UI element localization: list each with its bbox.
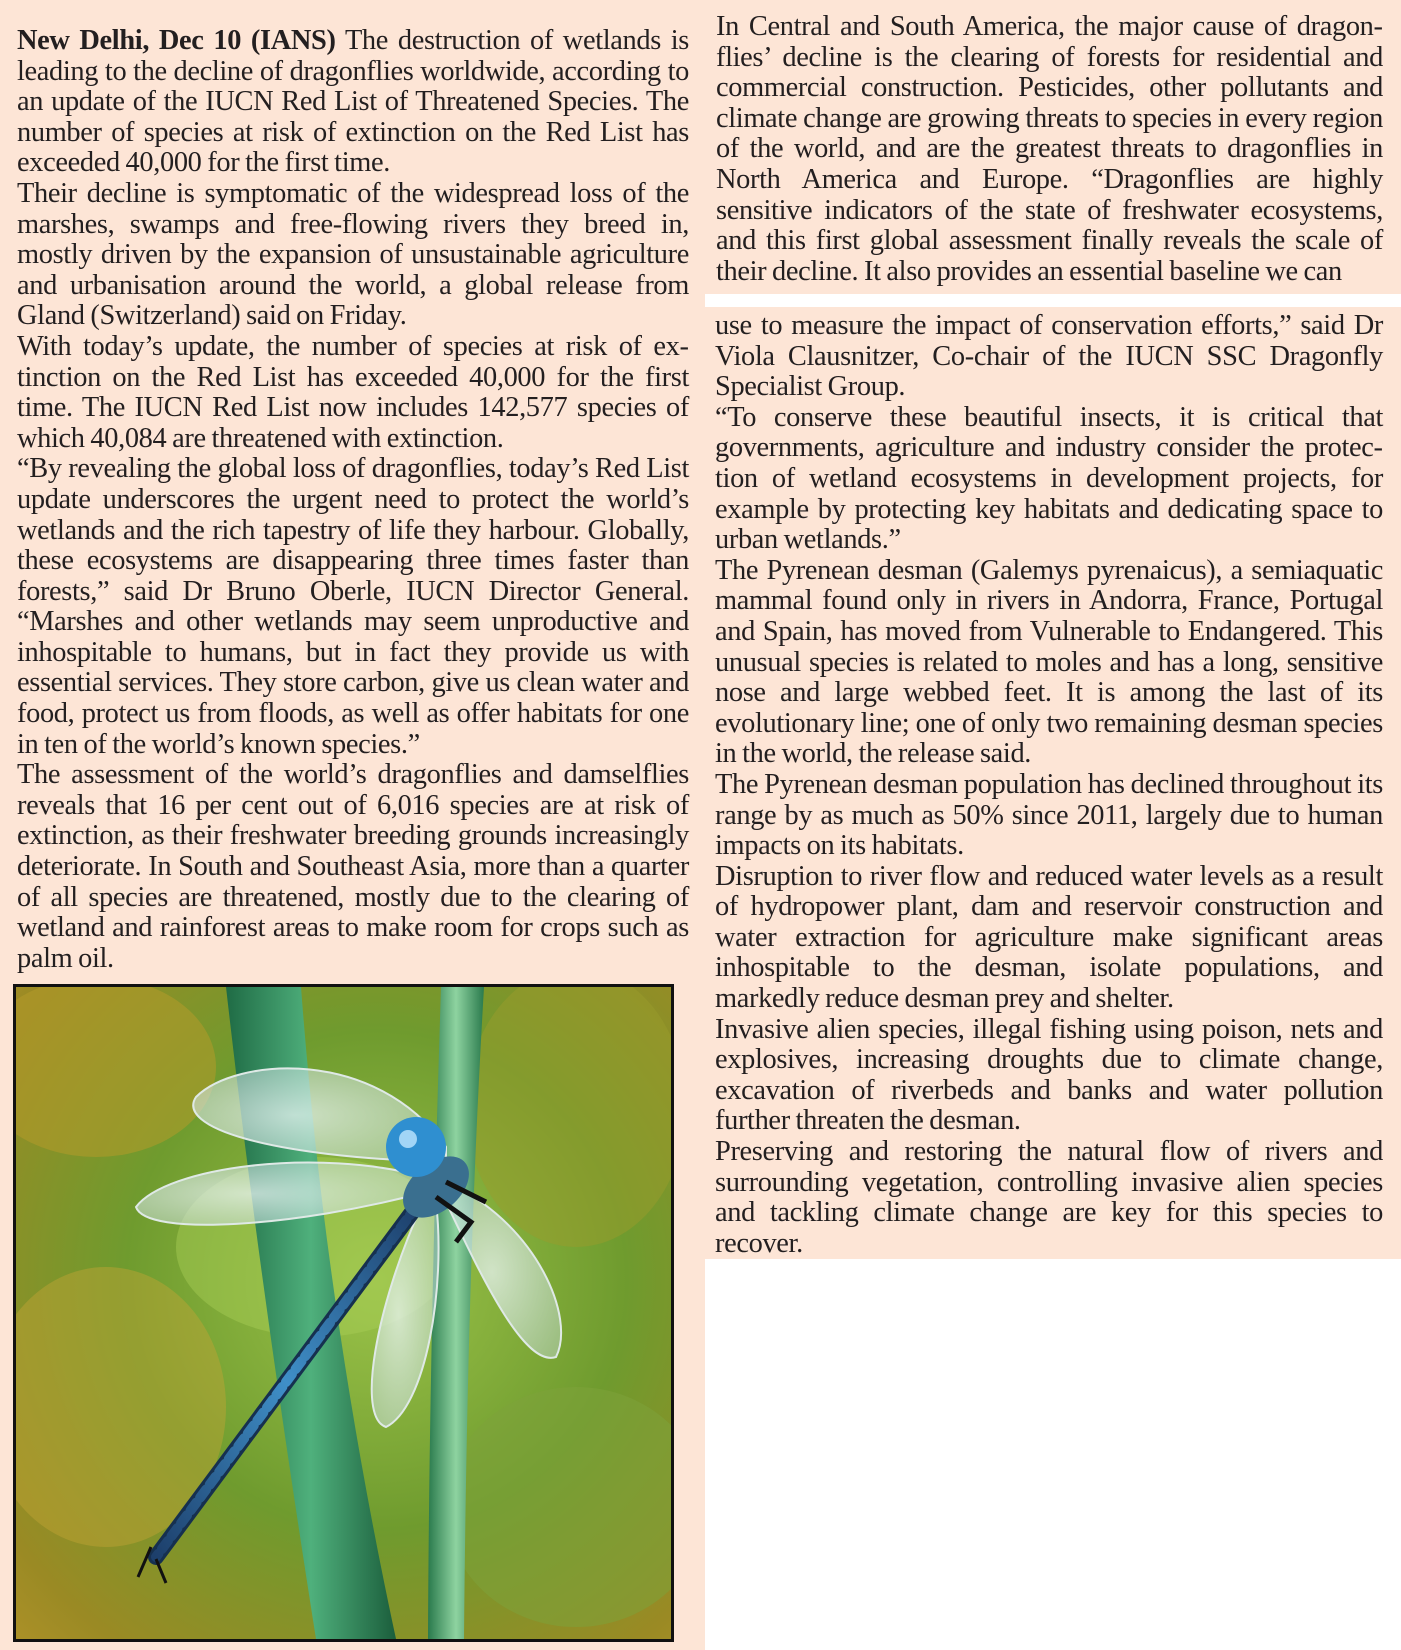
- dragonfly-photo: [13, 984, 674, 1642]
- dateline: New Delhi, Dec 10 (IANS): [17, 25, 336, 56]
- article-paragraph: Preserving and restoring the natural flow of rivers and surrounding vegetation, controlling invasive alien species and tackling climate change are key for this species to recover.: [715, 1136, 1383, 1259]
- article-paragraph: [17, 26, 689, 179]
- article-paragraph: The Pyrenean desman (Galemys pyrenaicus), a semiaquatic mammal found only in rivers in Andorra, France, Portugal and Spain, has moved from Vulnerable to Endangered. This unusual species is related to moles and has a long, sensitive nose and large webbed feet. It is among the last of its evolutionary line; one of only two remaining desman species in the world, the release said.: [715, 554, 1383, 770]
- article-paragraph: Disruption to river flow and reduced water levels as a result of hydropower plant, dam and reservoir construction and water extraction for agriculture make significant areas inhospitable to the desman, isolate populations, and markedly reduce desman prey and shelter.: [715, 860, 1383, 1015]
- article-paragraph: Invasive alien species, illegal fishing using poison, nets and explosives, increasing droughts due to climate change, excavation of riverbeds and banks and water pollution further threaten the desman.: [715, 1013, 1383, 1137]
- article-paragraph: Their decline is symptomatic of the widespread loss of the marshes, swamps and free-flowing rivers they breed in, mostly driven by the expansion of unsustainable agriculture and urbanisation around the world, a global release from Gland (Switzerland) said on Friday.: [17, 177, 689, 332]
- article-paragraph: In Central and South America, the major cause of dragonflies’ decline is the clearing of forests for residential and commercial construction. Pesticides, other pollutants and climate change are growing threats to species in every region of the world, and are the greatest threats to dragonflies in North America and Europe. “Dragonflies are highly sensitive indicators of the state of freshwater ecosystems, and this first global assessment finally reveals the scale of their decline. It also provides an essential baseline we can: [716, 11, 1383, 287]
- paragraph-text: The destruction of wetlands is leading to the decline of dragonflies worldwide, according to an update of the IUCN Red List of Threatened Species. The number of species at risk of extinction on the Red List has exceeded 40,000 for the first time.: [17, 25, 689, 179]
- dragonfly-illustration: [16, 987, 671, 1639]
- article-paragraph: The assessment of the world’s dragonflies and damselflies reveals that 16 per cent out of 6,016 species are at risk of extinction, as their freshwater breeding grounds increasingly deteriorate. In South and Southeast Asia, more than a quarter of all species are threatened, mostly due to the clearing of wetland and rainforest areas to make room for crops such as palm oil.: [17, 759, 689, 974]
- article-paragraph: With today’s update, the number of species at risk of extinction on the Red List has exceeded 40,000 for the first time. The IUCN Red List now includes 142,577 species of which 40,084 are threatened with extinction.: [17, 330, 689, 454]
- article-paragraph: “To conserve these beautiful insects, it is critical that governments, agriculture and industry consider the protection of wetland ecosystems in development projects, for example by protecting key habitats and dedicating space to urban wetlands.”: [715, 401, 1383, 556]
- article-paragraph: The Pyrenean desman population has declined throughout its range by as much as 50% since 2011, largely due to human impacts on its habitats.: [715, 768, 1383, 862]
- article-column-right-bottom: [705, 307, 1401, 1259]
- article-column-right-top: [705, 0, 1401, 294]
- article-paragraph: use to measure the impact of conservation efforts,” said Dr Viola Clausnitzer, Co-chair of the IUCN SSC Dragonfly Specialist Group.: [715, 310, 1383, 403]
- article-paragraph: “By revealing the global loss of dragonflies, today’s Red List update underscores the urgent need to protect the world’s wetlands and the rich tapestry of life they harbour. Globally, these ecosystems are disappearing three times faster than forests,” said Dr Bruno Oberle, IUCN Director General. “Marshes and other wetlands may seem unproductive and inhospitable to humans, but in fact they provide us with essential services. They store carbon, give us clean water and food, protect us from floods, as well as offer habitats for one in ten of the world’s known species.”: [17, 453, 689, 760]
